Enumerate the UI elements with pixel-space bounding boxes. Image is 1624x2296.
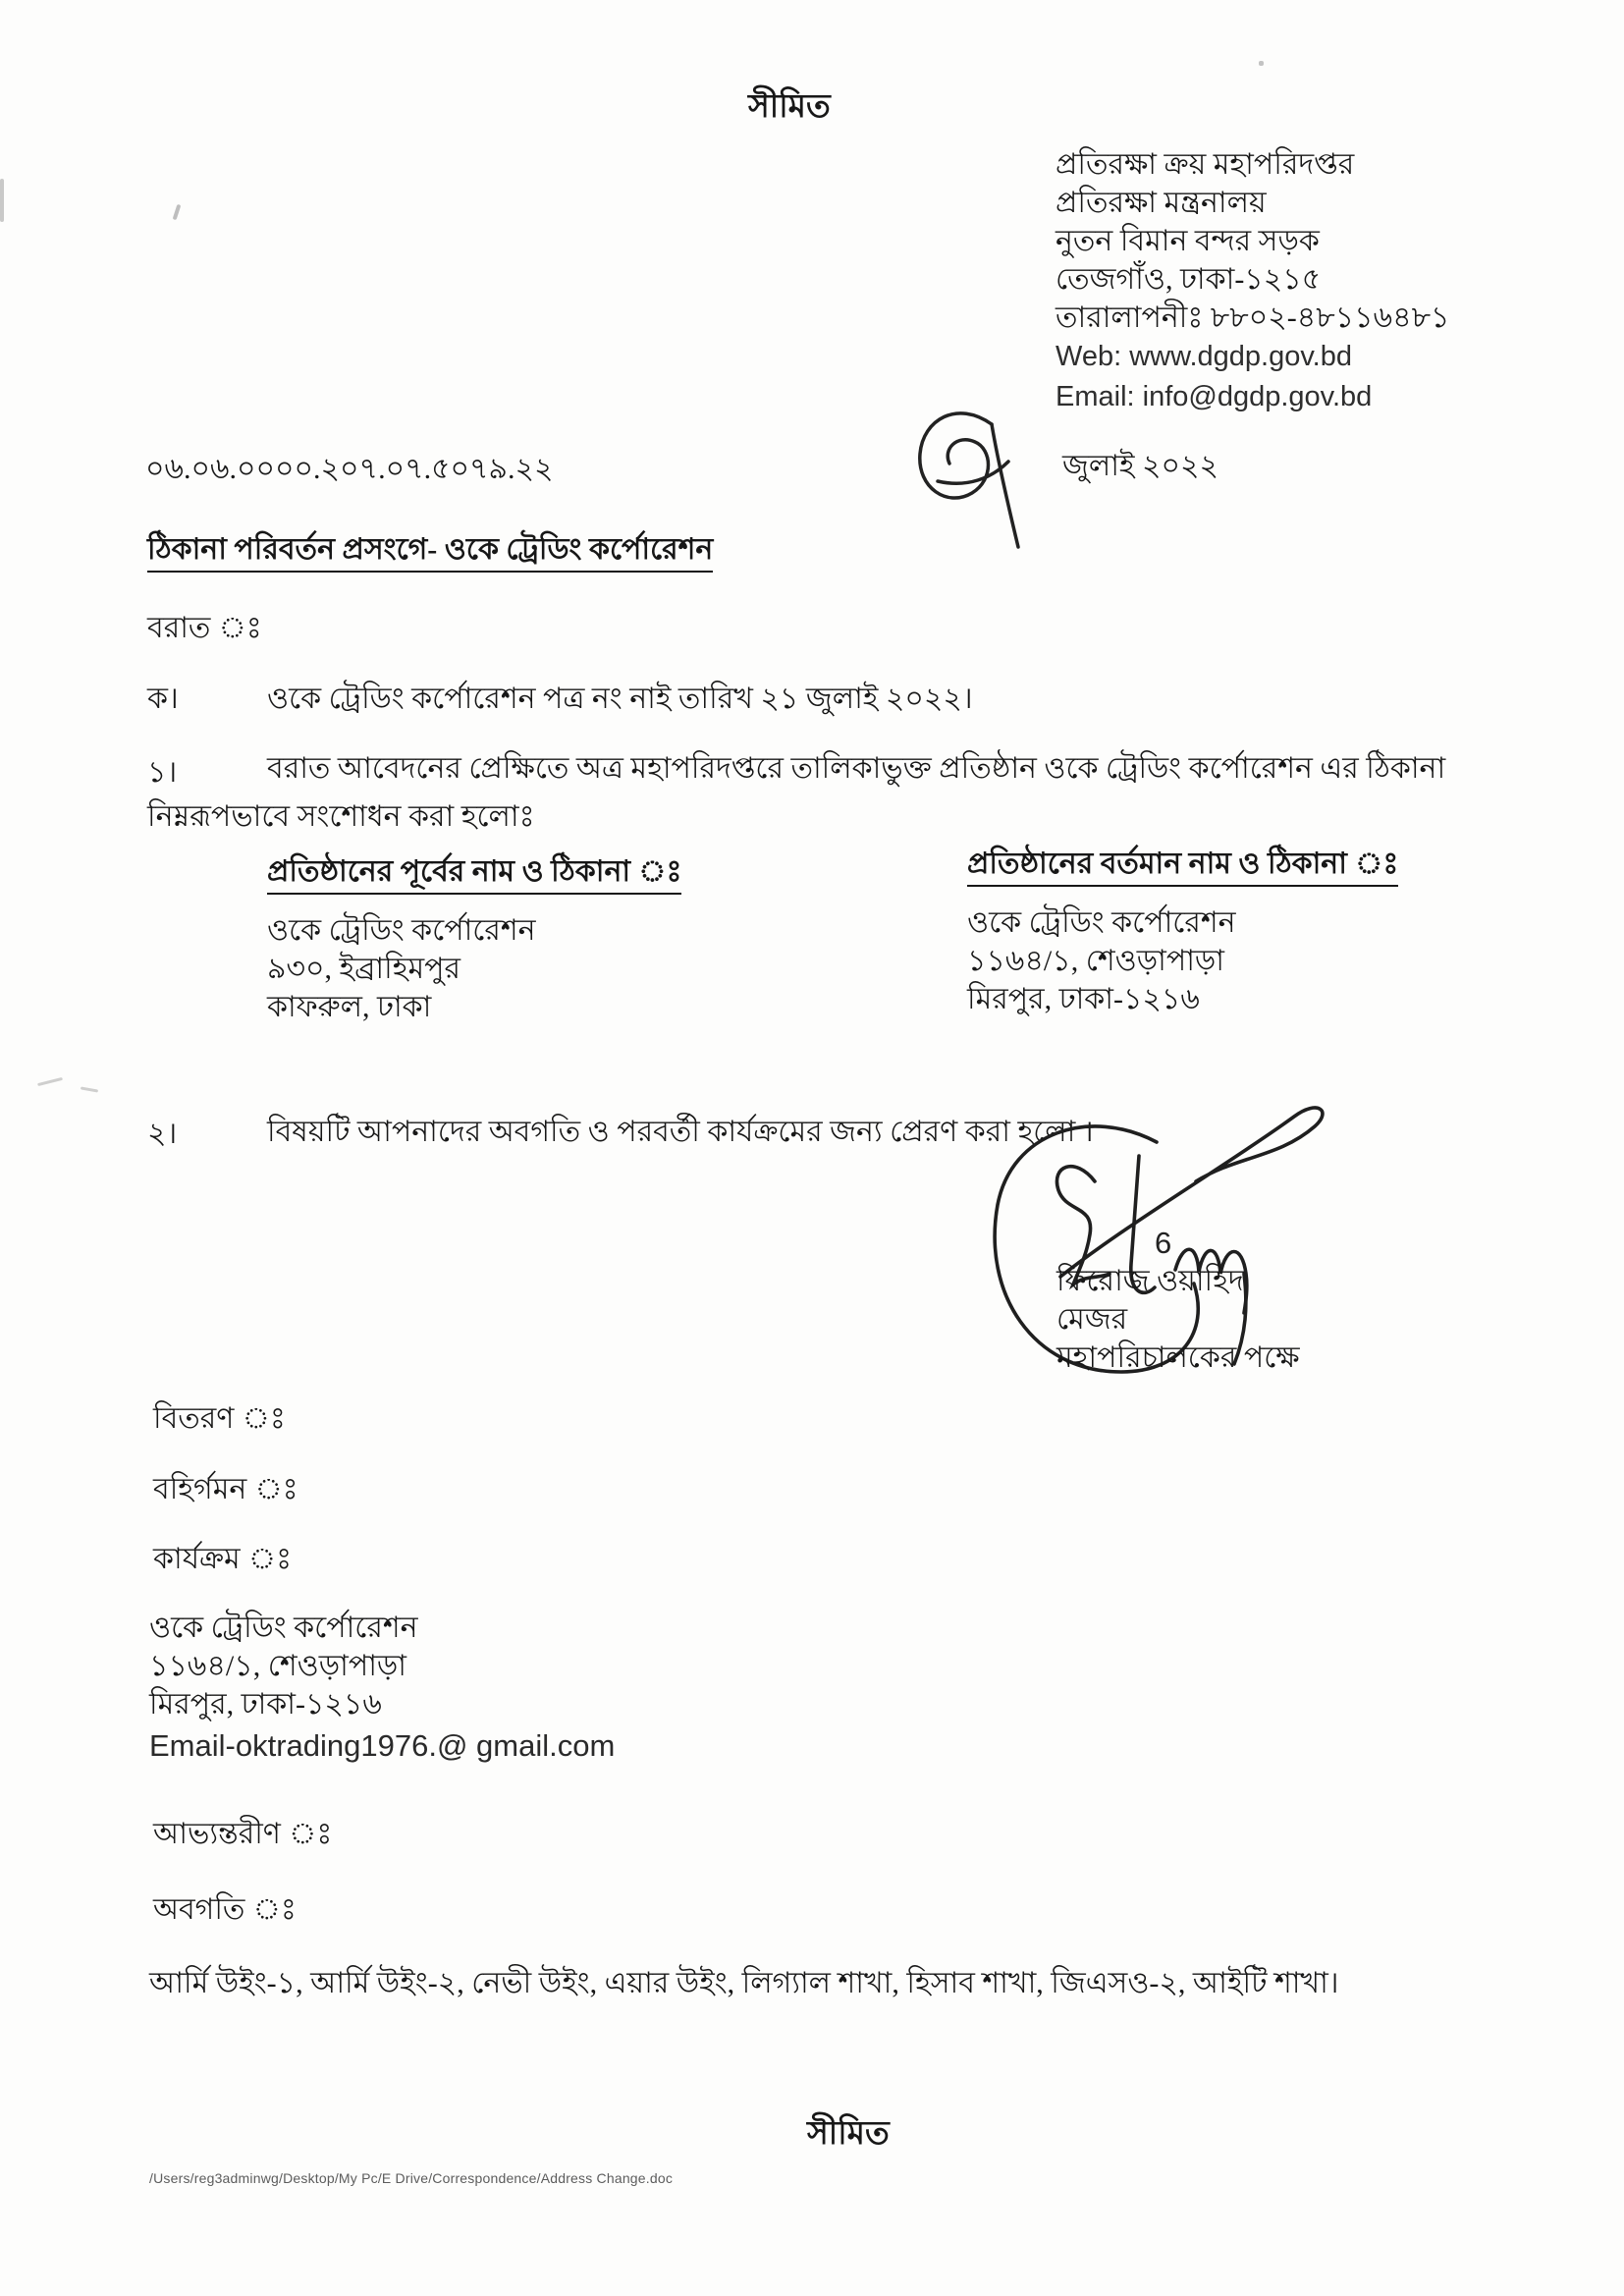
letterhead-web: Web: www.dgdp.gov.bd: [1056, 341, 1352, 372]
letterhead: [1056, 145, 1450, 417]
classification-top: সীমিত: [748, 89, 831, 125]
scan-mark: [173, 204, 182, 220]
para1-line1: বরাত আবেদনের প্রেক্ষিতে অত্র মহাপরিদপ্তরে তালিকাভুক্ত প্রতিষ্ঠান ওকে ট্রেডিং কর্পোরেশন এর ঠিকানা: [267, 752, 1446, 785]
action-addressee-line1: ১১৬৪/১, শেওড়াপাড়া: [149, 1650, 407, 1682]
scan-mark: [37, 1077, 63, 1086]
classification-bottom: সীমিত: [807, 2116, 890, 2152]
new-address-block: [967, 903, 1236, 1018]
old-address-heading: প্রতিষ্ঠানের পূর্বের নাম ও ঠিকানা ঃ: [267, 852, 681, 895]
letterhead-street: নুতন বিমান বন্দর সড়ক: [1056, 225, 1320, 257]
info-list: আর্মি উইং-১, আর্মি উইং-২, নেভী উইং, এয়ার উইং, লিগ্যাল শাখা, হিসাব শাখা, জিএসও-২, আইটি শাখা।: [149, 1967, 1339, 1999]
old-address-line1: ৯৩০, ইব্রাহিমপুর: [267, 953, 460, 985]
new-address-name: ওকে ট্রেডিং কর্পোরেশন: [967, 906, 1236, 939]
new-address-line1: ১১৬৪/১, শেওড়াপাড়া: [967, 945, 1225, 977]
letterhead-ministry: প্রতিরক্ষা মন্ত্রনালয়: [1056, 187, 1267, 219]
para1-line2: নিম্নরূপভাবে সংশোধন করা হলোঃ: [147, 800, 535, 833]
old-address-name: ওকে ট্রেডিং কর্পোরেশন: [267, 914, 536, 947]
para2-text: বিষয়টি আপনাদের অবগতি ও পরবর্তী কার্যক্রমের জন্য প্রেরণ করা হলো ।: [267, 1116, 1094, 1148]
signatory-name: ফিরোজ ওয়াহিদ: [1056, 1265, 1244, 1297]
letterhead-city: তেজগাঁও, ঢাকা-১২১৫: [1056, 263, 1322, 296]
action-label: কার্যক্রম ঃ: [153, 1543, 293, 1575]
letterhead-email: Email: info@dgdp.gov.bd: [1056, 381, 1373, 412]
action-addressee-email: Email-oktrading1976.@ gmail.com: [149, 1728, 616, 1763]
info-label: অবগতি ঃ: [153, 1893, 297, 1926]
action-addressee-block: [149, 1609, 615, 1769]
scan-mark: [1259, 61, 1264, 66]
reference-number: ০৬.০৬.০০০০.২০৭.০৭.৫০৭৯.২২: [145, 453, 554, 485]
letter-date: জুলাই ২০২২: [1062, 450, 1219, 482]
distribution-label: বিতরণ ঃ: [153, 1402, 286, 1435]
old-address-block: [267, 911, 536, 1026]
internal-label: আভ্যন্তরীণ ঃ: [153, 1818, 333, 1850]
reference-item-text: ওকে ট্রেডিং কর্পোরেশন পত্র নং নাই তারিখ ২১ জুলাই ২০২২।: [267, 683, 973, 715]
external-label: বহির্গমন ঃ: [153, 1473, 298, 1505]
new-address-line2: মিরপুর, ঢাকা-১২১৬: [967, 983, 1200, 1015]
subject-line: ঠিকানা পরিবর্তন প্রসংগে- ওকে ট্রেডিং কর্পোরেশন: [147, 530, 713, 573]
initial-signature: [898, 395, 1046, 552]
reference-item-marker: ক।: [147, 683, 179, 715]
signatory-on-behalf: মহাপরিচালকের পক্ষে: [1056, 1341, 1300, 1374]
signatory-rank: মেজর: [1056, 1303, 1128, 1336]
letterhead-org: প্রতিরক্ষা ক্রয় মহাপরিদপ্তর: [1056, 148, 1355, 181]
signatory-block: [1056, 1262, 1300, 1377]
signature-hand-mark: 6: [1155, 1226, 1172, 1260]
new-address-heading: প্রতিষ্ঠানের বর্তমান নাম ও ঠিকানা ঃ: [967, 845, 1398, 887]
action-addressee-line2: মিরপুর, ঢাকা-১২১৬: [149, 1688, 382, 1721]
letterhead-phone: তারালাপনীঃ ৮৮০২-৪৮১১৬৪৮১: [1056, 301, 1450, 334]
scan-mark: [81, 1086, 98, 1092]
para2-marker: ২।: [147, 1118, 178, 1150]
old-address-line2: কাফরুল, ঢাকা: [267, 991, 432, 1023]
para1-marker: ১।: [147, 756, 178, 789]
reference-label: বরাত ঃ: [147, 612, 262, 644]
scan-edge-artifact: [0, 179, 4, 222]
action-addressee-name: ওকে ট্রেডিং কর্পোরেশন: [149, 1612, 418, 1644]
footer-file-path: /Users/reg3adminwg/Desktop/My Pc/E Drive/Correspondence/Address Change.doc: [149, 2170, 674, 2186]
